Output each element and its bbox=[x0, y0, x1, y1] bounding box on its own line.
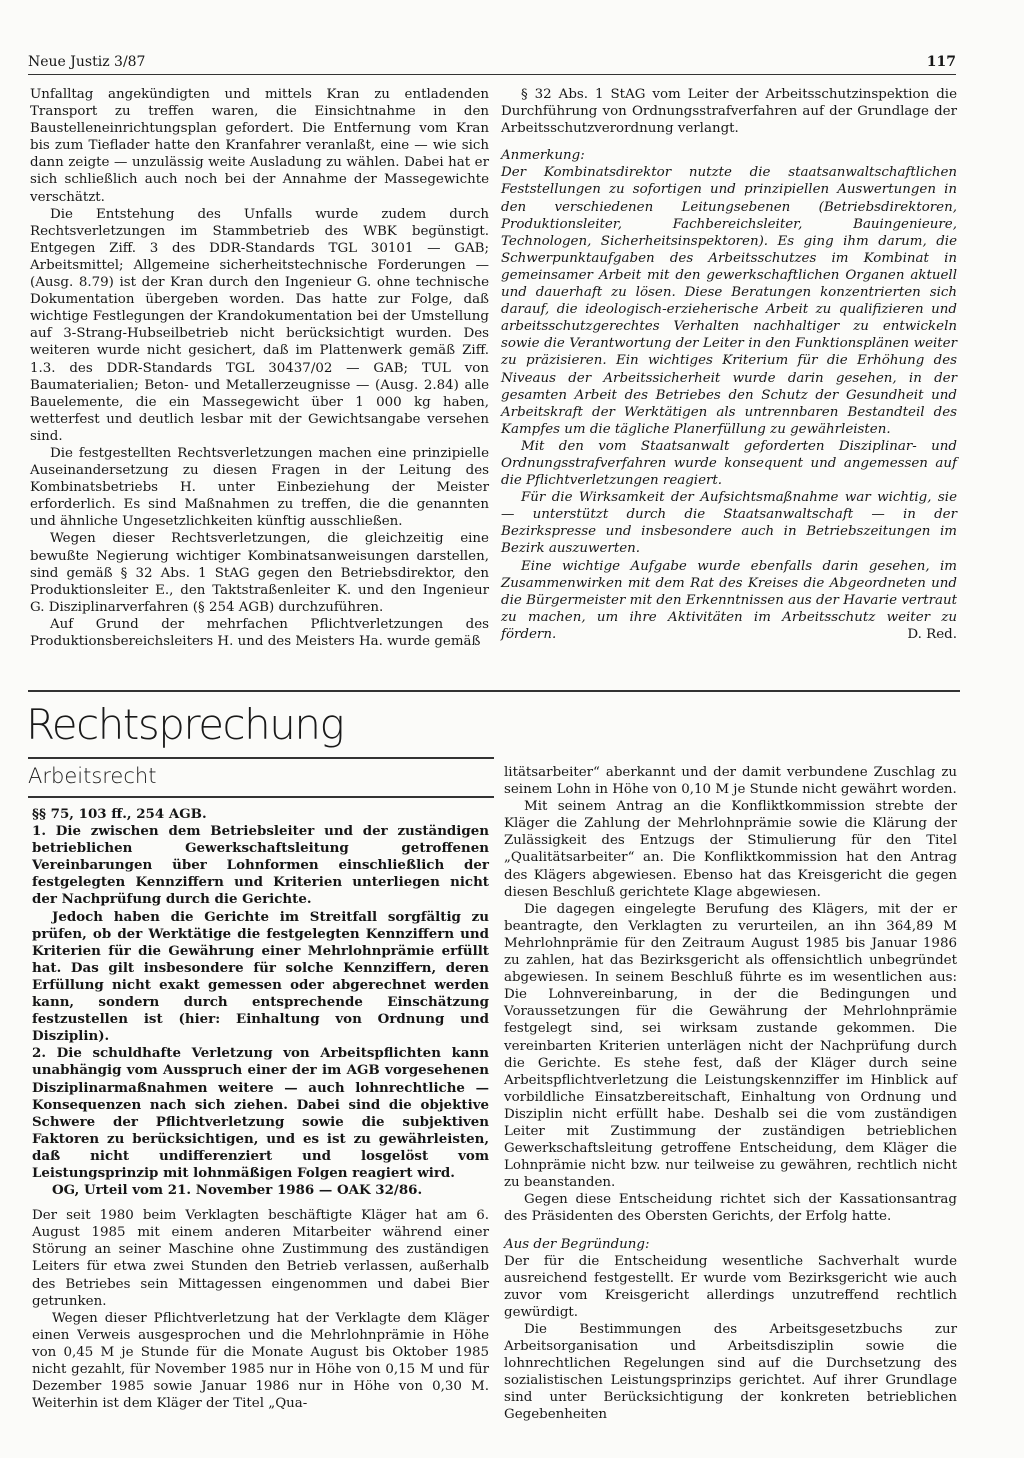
court-reference: OG, Urteil vom 21. November 1986 — OAK 32/86. bbox=[52, 1182, 423, 1199]
paragraph: Gegen diese Entscheidung richtet sich der Kassationsantrag des Präsidenten des Obersten Gerichts, der Erfolg hatte. bbox=[504, 1192, 957, 1225]
paragraph: Wegen dieser Pflichtverletzung hat der Verklagte dem Kläger einen Verweis ausgesprochen und die Mehrlohnprämie in Höhe von 0,45 M je Stunde für die Monate August bis Oktober 1985 nicht gezahlt, für November 1985 nur in Höhe von 0,15 M und für Dezember 1985 sowie Januar 1986 nur in Höhe von 0,30 M. Weiterhin ist dem Kläger der Titel „Qua- bbox=[32, 1310, 489, 1412]
note-paragraph-text: Eine wichtige Aufgabe wurde ebenfalls darin gesehen, im Zusammenwirken mit dem Rat des Kreises die Abgeordneten und die Bürgermeister mit den Erkenntnissen aus der Havarie vertraut zu machen, um ihre Aktivitäten im Arbeitsschutz weiter zu fördern. bbox=[501, 558, 957, 642]
bottom-left-column bbox=[32, 806, 489, 1412]
top-left-column bbox=[30, 86, 489, 650]
page-number: 117 bbox=[926, 54, 956, 70]
paragraph: Die Bestimmungen des Arbeitsgesetzbuchs zur Arbeitsorganisation und Arbeitsdisziplin sowie die lohnrechtlichen Regelungen sind auf die Durchsetzung des sozialistischen Leistungsprinzips gerichtet. Auf ihrer Grundlage sind unter Berücksichtigung der konkreten betrieblichen Gegebenheiten bbox=[504, 1322, 957, 1423]
paragraph: Der seit 1980 beim Verklagten beschäftigte Kläger hat am 6. August 1985 mit einem anderen Mitarbeiter während einer Störung an seiner Maschine ohne Zustimmung des zuständigen Leiters für etwa zwei Stunden den Betrieb verlassen, außerhalb des Betriebes sein Mittagessen eingenommen und dabei Bier getrunken. bbox=[32, 1208, 489, 1309]
journal-issue: Neue Justiz 3/87 bbox=[28, 54, 146, 70]
note-paragraph: Mit den vom Staatsanwalt geforderten Disziplinar- und Ordnungsstrafverfahren wurde konsequent und angemessen auf die Pflichtverletzungen reagiert. bbox=[501, 438, 957, 489]
section-divider bbox=[28, 690, 960, 692]
paragraph: Auf Grund der mehrfachen Pflichtverletzungen des Produktionsbereichsleiters H. und des Meisters Ha. wurde gemäß bbox=[30, 616, 489, 649]
note-paragraph bbox=[501, 558, 957, 643]
section-title: Rechtsprechung bbox=[26, 700, 344, 749]
running-header bbox=[28, 50, 956, 75]
bottom-right-column bbox=[504, 764, 957, 1424]
subsection-title-rule bbox=[28, 796, 494, 798]
paragraph: Die Entstehung des Unfalls wurde zudem durch Rechtsverletzungen im Stammbetrieb des WBK begünstigt. Entgegen Ziff. 3 des DDR-Standards TGL 30101 — GAB; Arbeitsmittel; Allgemeine sicherheitstechnische Forderungen — (Ausg. 8.79) ist der Kran durch den Ingenieur G. ohne technische Dokumentation übergeben worden. Das hatte zur Folge, daß wichtige Festlegungen der Krandokumentation bei der Umstellung auf 3-Strang-Hubseilbetrieb nicht berücksichtigt wurden. Des weiteren wurde nicht gesichert, daß im Plattenwerk gemäß Ziff. 1.3. des DDR-Standards TGL 30437/02 — GAB; TUL von Baumaterialien; Beton- und Metallerzeugnisse — (Ausg. 2.84) alle Bauelemente, die ein Massegewicht über 1 000 kg haben, wetterfest und deutlich lesbar mit der Gewichtsangabe versehen sind. bbox=[30, 206, 489, 444]
reason-heading: Aus der Begründung: bbox=[504, 1236, 650, 1252]
subsection-title: Arbeitsrecht bbox=[28, 764, 157, 788]
headnote: Jedoch haben die Gerichte im Streitfall sorgfältig zu prüfen, ob der Werktätige die festgelegten Kennziffern und Kriterien für die Gewährung einer Mehrlohnprämie erfüllt hat. Das gilt insbesondere für solche Kennziffern, deren Erfüllung nicht exakt gemessen oder abgerechnet werden kann, sondern durch entsprechende Einschätzung festzustellen ist (hier: Einhaltung von Ordnung und Disziplin). bbox=[32, 908, 489, 1045]
headnote: 2. Die schuldhafte Verletzung von Arbeitspflichten kann unabhängig vom Ausspruch einer der im AGB vorgesehenen Disziplinarmaßnahmen weitere — auch lohnrechtliche — Konsequenzen nach sich ziehen. Dabei sind die objektive Schwere der Pflichtverletzung sowie die subjektiven Faktoren zu berücksichtigen, und es ist zu gewährleisten, daß nicht undifferenziert und losgelöst vom Leistungsprinzip mit lohnmäßigen Folgen reagiert wird. bbox=[32, 1045, 489, 1181]
legal-citation: §§ 75, 103 ff., 254 AGB. bbox=[32, 806, 207, 822]
paragraph: Die dagegen eingelegte Berufung des Klägers, mit der er beantragte, den Verklagten zu verurteilen, an ihn 364,89 M Mehrlohnprämie für den Zeitraum August 1985 bis Januar 1986 zu zahlen, hat das Bezirksgericht als offensichtlich unbegründet abgewiesen. In seinem Beschluß führte es im wesentlichen aus: Die Lohnvereinbarung, in der die Bedingungen und Voraussetzungen für die Gewährung der Mehrlohnprämie festgelegt sind, sei wirksam zustande gekommen. Die vereinbarten Kriterien unterlägen nicht der Nachprüfung durch die Gerichte. Es stehe fest, daß der Kläger durch seine Arbeitspflichtverletzung die Leistungskennziffer im Hinblick auf vorbildliche Einsatzbereitschaft, Einhaltung von Ordnung und Disziplin nicht erfüllt habe. Deshalb sei die vom zuständigen Leiter mit Zustimmung der zuständigen betrieblichen Gewerkschaftsleitung getroffene Entscheidung, dem Kläger die Lohnprämie nicht bzw. nur teilweise zu gewähren, rechtlich nicht zu beanstanden. bbox=[504, 901, 957, 1191]
paragraph: litätsarbeiter“ aberkannt und der damit verbundene Zuschlag zu seinem Lohn in Höhe von 0,10 M je Stunde nicht gewährt worden. bbox=[504, 765, 957, 798]
signature: D. Red. bbox=[907, 626, 957, 642]
note-paragraph: Für die Wirksamkeit der Aufsichtsmaßnahme war wichtig, sie — unterstützt durch die Staatsanwaltschaft — in der Bezirkspresse und insbesondere auch in Betriebszeitungen im Bezirk auszuwerten. bbox=[501, 490, 957, 557]
headnote: 1. Die zwischen dem Betriebsleiter und der zuständigen betrieblichen Gewerkschaftsleitung getroffenen Vereinbarungen über Lohnformen einschließlich der festgelegten Kennziffern und Kriterien unterliegen nicht der Nachprüfung durch die Gerichte. bbox=[32, 823, 489, 908]
top-right-column bbox=[501, 86, 957, 643]
paragraph: Die festgestellten Rechtsverletzungen machen eine prinzipielle Auseinandersetzung zu diesen Fragen in der Leitung des Kombinatsbetriebs H. unter Einbeziehung der Meister erforderlich. Es sind Maßnahmen zu treffen, die die genannten und ähnliche Ungesetzlichkeiten künftig ausschließen. bbox=[30, 445, 489, 530]
section-title-rule bbox=[28, 757, 494, 759]
paragraph: Wegen dieser Rechtsverletzungen, die gleichzeitig eine bewußte Negierung wichtiger Kombinatsanweisungen darstellen, sind gemäß § 32 Abs. 1 StAG gegen den Betriebsdirektor, den Produktionsleiter E., den Taktstraßenleiter K. und den Ingenieur G. Disziplinarverfahren (§ 254 AGB) durchzuführen. bbox=[30, 531, 489, 615]
note-paragraph: Der Kombinatsdirektor nutzte die staatsanwaltschaftlichen Feststellungen zu sofortigen und prinzipiellen Auswertungen in den verschiedenen Leitungsebenen (Betriebsdirektoren, Produktionsleiter, Fachbereichsleiter, Bauingenieure, Technologen, Sicherheitsinspektoren). Es ging ihm darum, die Schwerpunktaufgaben des Arbeitsschutzes im Kombinat in gemeinsamer Arbeit mit den gewerkschaftlichen Organen aktuell und dauerhaft zu lösen. Diese Beratungen konzentrierten sich darauf, die ideologisch-erzieherische Arbeit zu qualifizieren und arbeitsschutzgerechtes Verhalten nachhaltiger zu entwickeln sowie die Verantwortung der Leiter in den Funktionsplänen weiter zu präzisieren. Ein wichtiges Kriterium für die Erhöhung des Niveaus der Arbeitssicherheit wurde darin gesehen, in der gesamten Arbeit des Betriebes den Schutz der Gesundheit und Arbeitskraft der Werktätigen als untrennbaren Bestandteil des Kampfes um die tägliche Planerfüllung zu gewährleisten. bbox=[501, 165, 957, 437]
note-heading: Anmerkung: bbox=[501, 148, 585, 164]
paragraph: Unfalltag angekündigten und mittels Kran zu entladenden Transport zu treffen waren, die Einsichtnahme in den Baustelleneinrichtungsplan gefordert. Die Entfernung vom Kran bis zum Tieflader hatte den Kranfahrer veranlaßt, eine — wie sich dann zeigte — unzulässig weite Ausladung zu wählen. Dabei hat er sich schließlich auch noch bei der Annahme der Massegewichte verschätzt. bbox=[30, 87, 489, 205]
paragraph: § 32 Abs. 1 StAG vom Leiter der Arbeitsschutzinspektion die Durchführung von Ordnungsstrafverfahren auf der Grundlage der Arbeitsschutzverordnung verlangt. bbox=[501, 87, 957, 137]
paragraph: Der für die Entscheidung wesentliche Sachverhalt wurde ausreichend festgestellt. Er wurde vom Bezirksgericht wie auch zuvor vom Kreisgericht allerdings unzutreffend rechtlich gewürdigt. bbox=[504, 1253, 957, 1320]
paragraph: Mit seinem Antrag an die Konfliktkommission strebte der Kläger die Zahlung der Mehrlohnprämie sowie die Klärung der Zulässigkeit des Entzugs der Stimulierung für den Titel „Qualitätsarbeiter“ an. Die Konfliktkommission hat den Antrag des Klägers abgewiesen. Ebenso hat das Kreisgericht die gegen diesen Beschluß gerichtete Klage abgewiesen. bbox=[504, 799, 957, 900]
